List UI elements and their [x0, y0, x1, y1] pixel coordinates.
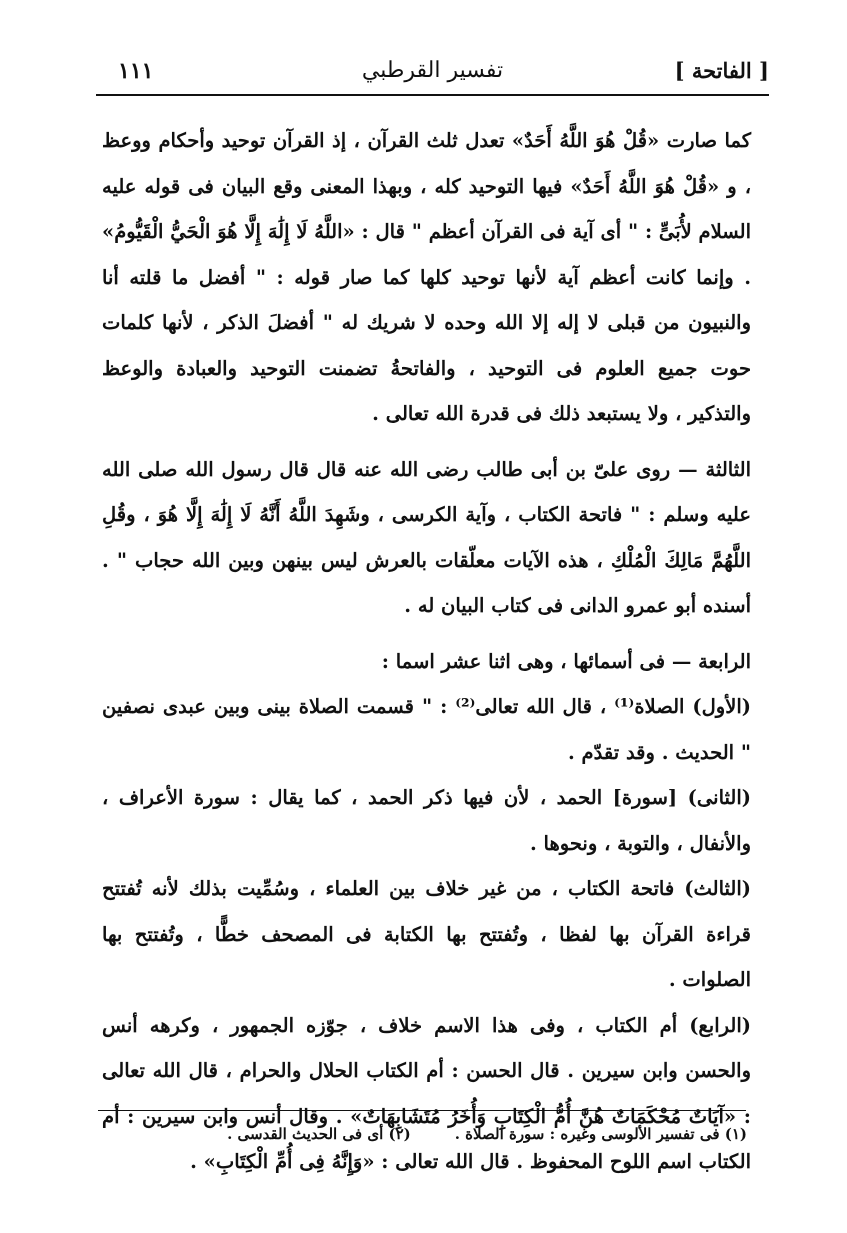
footnote-rule	[98, 1110, 746, 1111]
running-header	[96, 52, 769, 92]
paragraph-name-1: (الأول) الصلاة⁽¹⁾ ، قال الله تعالى⁽²⁾ : " قسمت الصلاة بينى وبين عبدى نصفين " الحديث . وقد تقدّم .	[102, 695, 751, 764]
paragraph-fourth-issue: الرابعة — فى أسمائها ، وهى اثنا عشر اسما :	[381, 649, 751, 673]
chapter-label: [ الفاتحة ]	[674, 58, 769, 83]
paragraph-tawhid: كما صارت «قُلْ هُوَ اللَّهُ أَحَدٌ» تعدل ثلث القرآن ، إذ القرآن توحيد وأحكام ووعظ ، و «قُلْ هُوَ اللَّهُ أَحَدٌ» فيها التوحيد كله ، وبهذا المعنى وقع البيان فى قوله عليه السلام لأُبَىٍّ : " أى آية فى القرآن أعظم " قال : «اللَّهُ لَا إِلَٰهَ إِلَّا هُوَ الْحَيُّ الْقَيُّومُ» . وإنما كانت أعظم آية لأنها توحيد كلها كما صار قوله : " أفضل ما قلته أنا والنبيون من قبلى لا إله إلا الله وحده لا شريك له " أفضلَ الذكر ، لأنها كلمات حوت جميع العلوم فى التوحيد ، والفاتحةُ تضمنت التوحيد والعبادة والوعظ والتذكير ، ولا يستبعد ذلك فى قدرة الله تعالى .	[102, 129, 751, 425]
paragraph-name-2: (الثانى) [سورة] الحمد ، لأن فيها ذكر الحمد ، كما يقال : سورة الأعراف ، والأنفال ، والتوبة ، ونحوها .	[102, 786, 751, 855]
book-title: تفسير القرطبي	[361, 58, 504, 83]
footnote-1: (١) فى تفسير الألوسى وغيره : سورة الصلاة .	[454, 1125, 747, 1143]
footnote-2: (٢) أى فى الحديث القدسى .	[227, 1125, 411, 1143]
body-text	[102, 118, 751, 1185]
paragraph-third-issue: الثالثة — روى علىّ بن أبى طالب رضى الله عنه قال قال رسول الله صلى الله عليه وسلم : " فاتحة الكتاب ، وآية الكرسى ، وشَهِدَ اللَّهُ أَنَّهُ لَا إِلَٰهَ إِلَّا هُوَ ، وقُلِ اللَّهُمَّ مَالِكَ الْمُلْكِ ، هذه الآيات معلّقات بالعرش ليس بينهن وبين الله حجاب " . أسنده أبو عمرو الدانى فى كتاب البيان له .	[102, 457, 751, 617]
paragraph-name-4: (الرابع) أم الكتاب ، وفى هذا الاسم خلاف ، جوّزه الجمهور ، وكرهه أنس والحسن وابن سيرين . قال الحسن : أم الكتاب الحلال والحرام ، قال الله تعالى : «آيَاتٌ مُحْكَمَاتٌ هُنَّ أُمُّ الْكِتَابِ وَأُخَرُ مُتَشَابِهَاتٌ» . وقال أنس وابن سيرين : أم الكتاب اسم اللوح المحفوظ . قال الله تعالى : «وَإِنَّهُ فِى أُمِّ الْكِتَابِ» .	[102, 1013, 751, 1173]
footnotes	[98, 1125, 747, 1143]
page-number: ١١١	[118, 58, 154, 84]
header-rule	[96, 94, 769, 96]
paragraph-name-3: (الثالث) فاتحة الكتاب ، من غير خلاف بين العلماء ، وسُمِّيت بذلك لأنه تُفتتح قراءة القرآن بها لفظا ، وتُفتتح بها الكتابة فى المصحف خطًّا ، وتُفتتح بها الصلوات .	[102, 877, 751, 991]
